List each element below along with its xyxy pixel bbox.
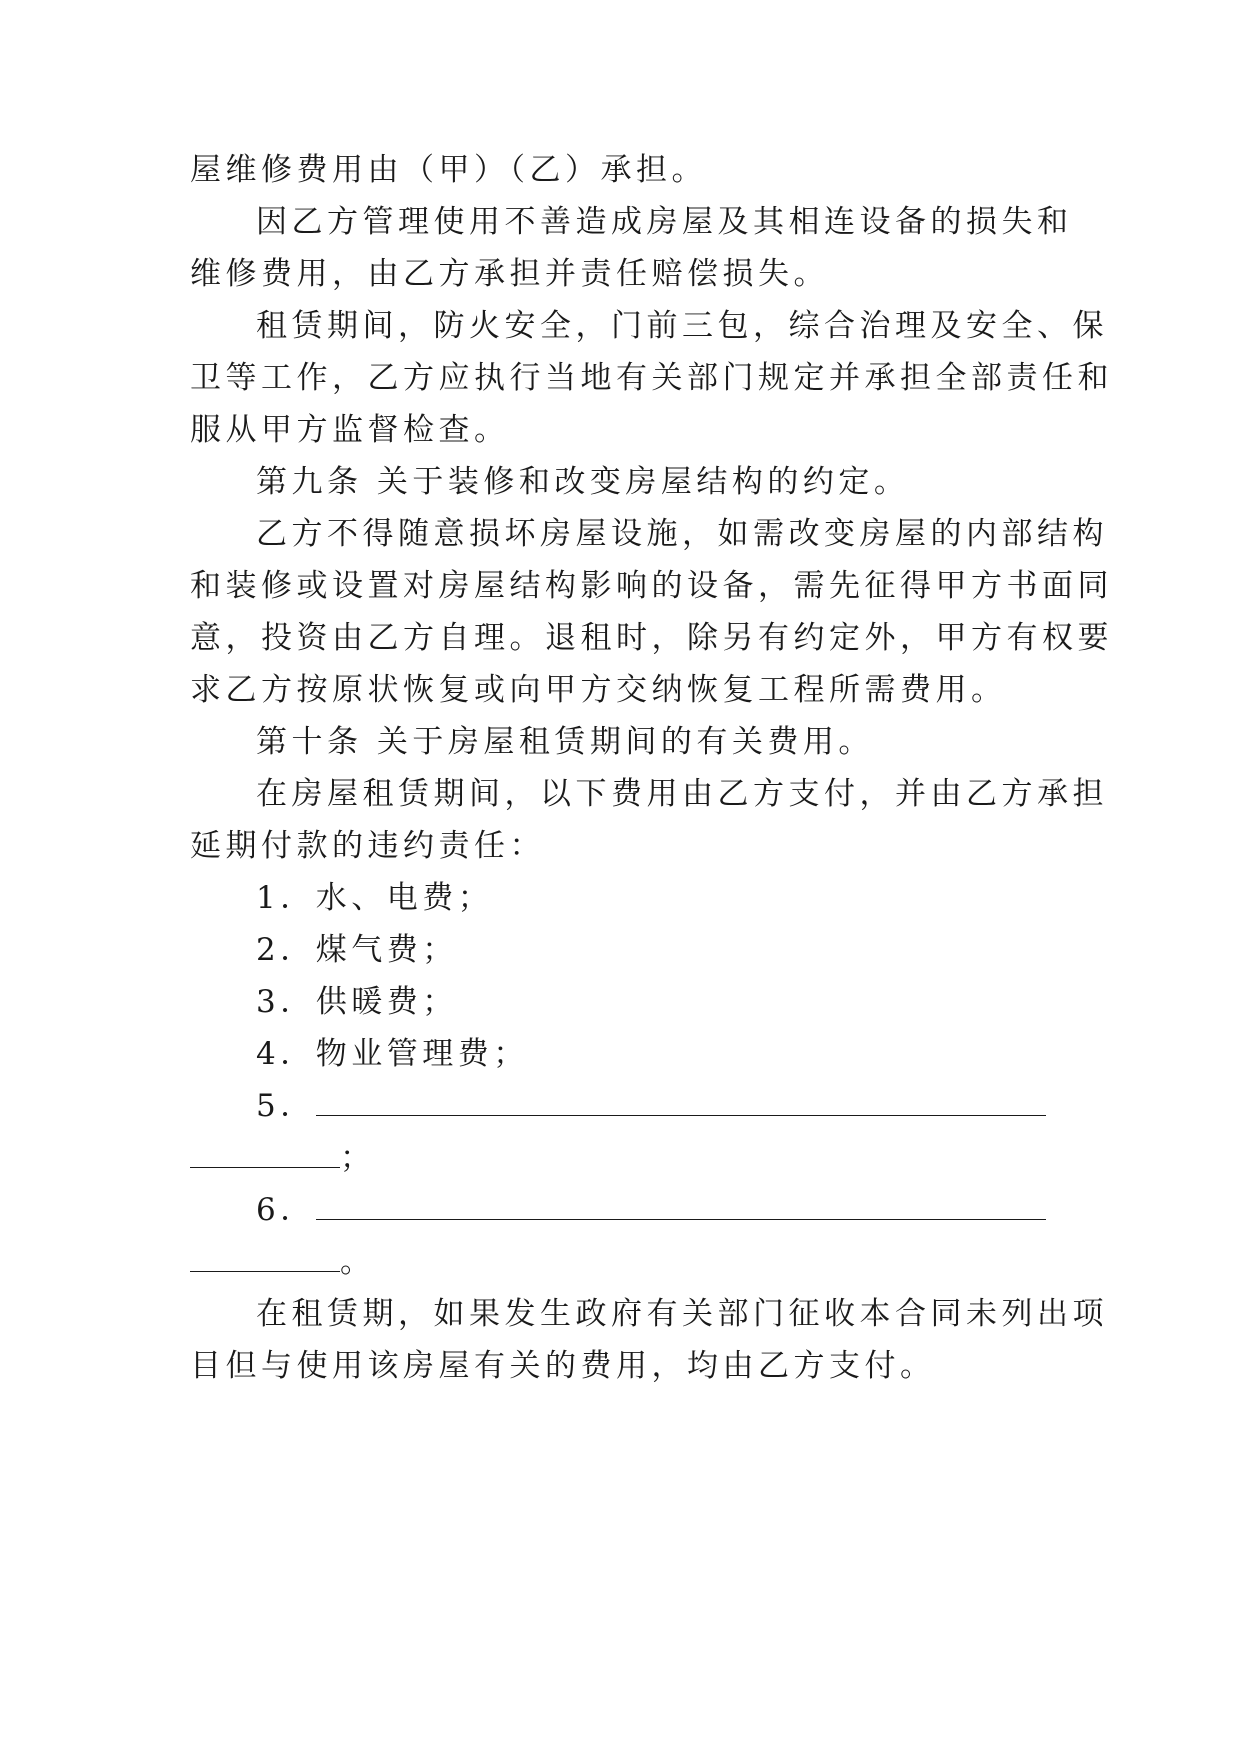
list-item-5-number: 5． — [256, 1088, 316, 1124]
paragraph-renovation: 乙方不得随意损坏房屋设施，如需改变房屋的内部结构 — [256, 516, 1108, 552]
text-line: 服从甲方监督检查。 — [190, 412, 510, 448]
text-line: 卫等工作，乙方应执行当地有关部门规定并承担全部责任和 — [190, 360, 1113, 396]
list-item-6 — [256, 1190, 1046, 1230]
paragraph-government-fees: 在租赁期，如果发生政府有关部门征收本合同未列出项 — [256, 1296, 1108, 1332]
list-item-1: 1．水、电费； — [256, 880, 494, 916]
list-item-6-number: 6． — [256, 1192, 316, 1228]
text-line: 求乙方按原状恢复或向甲方交纳恢复工程所需费用。 — [190, 672, 1007, 708]
list-item-6-continued — [190, 1242, 376, 1282]
list-item-4: 4．物业管理费； — [256, 1036, 529, 1072]
paragraph-safety: 租赁期间，防火安全，门前三包，综合治理及安全、保 — [256, 308, 1108, 344]
fill-in-blank — [190, 1143, 340, 1168]
article-9-heading: 第九条 关于装修和改变房屋结构的约定。 — [256, 464, 910, 500]
list-item-5 — [256, 1086, 1046, 1126]
list-item-6-end: 。 — [340, 1244, 376, 1280]
text-line: 屋维修费用由（甲）（乙）承担。 — [190, 152, 707, 188]
fill-in-blank — [316, 1195, 1046, 1220]
list-item-5-continued — [190, 1138, 376, 1178]
list-item-2: 2．煤气费； — [256, 932, 458, 968]
text-line: 意，投资由乙方自理。退租时，除另有约定外，甲方有权要 — [190, 620, 1113, 656]
fill-in-blank — [316, 1091, 1046, 1116]
text-line: 延期付款的违约责任： — [190, 828, 545, 864]
text-line: 和装修或设置对房屋结构影响的设备，需先征得甲方书面同 — [190, 568, 1113, 604]
fill-in-blank — [190, 1247, 340, 1272]
text-line: 维修费用，由乙方承担并责任赔偿损失。 — [190, 256, 829, 292]
paragraph-damage: 因乙方管理使用不善造成房屋及其相连设备的损失和 — [256, 204, 1073, 240]
paragraph-fees: 在房屋租赁期间，以下费用由乙方支付，并由乙方承担 — [256, 776, 1108, 812]
text-line: 目但与使用该房屋有关的费用，均由乙方支付。 — [190, 1348, 936, 1384]
article-10-heading: 第十条 关于房屋租赁期间的有关费用。 — [256, 724, 874, 760]
list-item-3: 3．供暖费； — [256, 984, 458, 1020]
list-item-5-end: ； — [340, 1140, 376, 1176]
